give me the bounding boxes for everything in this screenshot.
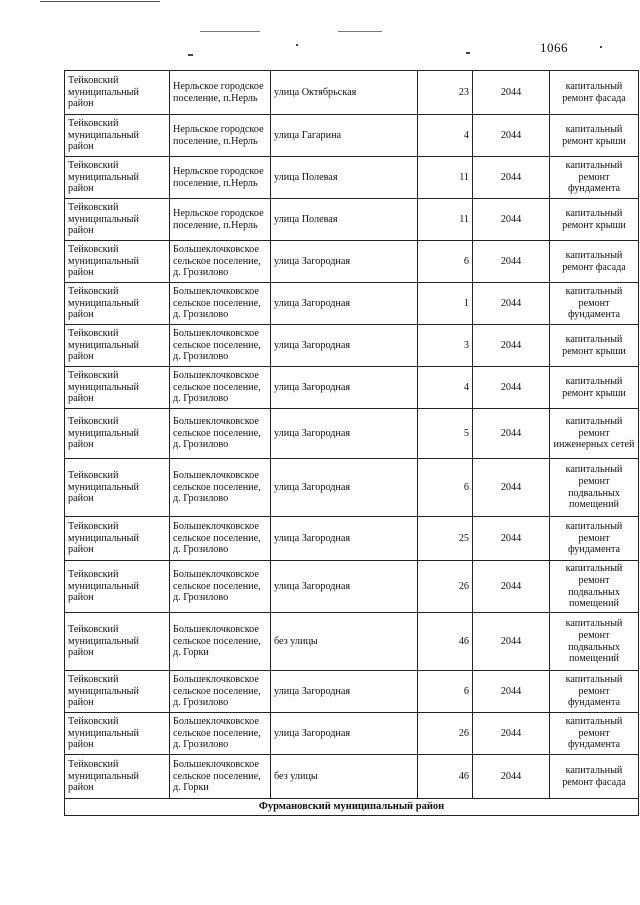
scan-speck	[188, 54, 193, 56]
cell-district: Тейковский муниципальный район	[65, 713, 170, 755]
cell-district: Тейковский муниципальный район	[65, 459, 170, 517]
cell-street: улица Загородная	[271, 283, 418, 325]
cell-street: улица Загородная	[271, 671, 418, 713]
cell-house-number: 23	[418, 71, 473, 115]
table-row	[65, 283, 639, 325]
cell-year: 2044	[473, 517, 550, 561]
table-row	[65, 199, 639, 241]
cell-work-type: капитальный ремонт инженерных сетей	[550, 409, 639, 459]
scan-speck	[296, 44, 298, 46]
scan-speck	[466, 52, 470, 54]
cell-house-number: 46	[418, 613, 473, 671]
cell-year: 2044	[473, 71, 550, 115]
cell-work-type: капитальный ремонт подвальных помещений	[550, 561, 639, 613]
cell-street: улица Загородная	[271, 517, 418, 561]
table-row	[65, 71, 639, 115]
table-row	[65, 115, 639, 157]
table-row	[65, 671, 639, 713]
cell-street: улица Полевая	[271, 199, 418, 241]
cell-settlement: Большеклочковское сельское поселение, д. Грозилово	[170, 325, 271, 367]
cell-house-number: 26	[418, 561, 473, 613]
section-title: Фурмановский муниципальный район	[65, 799, 639, 816]
cell-year: 2044	[473, 671, 550, 713]
cell-street: улица Загородная	[271, 367, 418, 409]
cell-house-number: 3	[418, 325, 473, 367]
cell-house-number: 11	[418, 199, 473, 241]
cell-settlement: Нерльское городское поселение, п.Нерль	[170, 199, 271, 241]
cell-year: 2044	[473, 199, 550, 241]
cell-district: Тейковский муниципальный район	[65, 755, 170, 799]
scan-artifact-line	[200, 31, 260, 32]
table-row	[65, 755, 639, 799]
cell-year: 2044	[473, 459, 550, 517]
cell-year: 2044	[473, 325, 550, 367]
table-row	[65, 157, 639, 199]
table-row	[65, 459, 639, 517]
cell-house-number: 5	[418, 409, 473, 459]
cell-house-number: 6	[418, 459, 473, 517]
cell-district: Тейковский муниципальный район	[65, 325, 170, 367]
cell-year: 2044	[473, 713, 550, 755]
table-row	[65, 325, 639, 367]
table-row	[65, 409, 639, 459]
cell-street: улица Загородная	[271, 325, 418, 367]
cell-year: 2044	[473, 561, 550, 613]
cell-settlement: Большеклочковское сельское поселение, д. Грозилово	[170, 459, 271, 517]
cell-year: 2044	[473, 755, 550, 799]
cell-work-type: капитальный ремонт фундамента	[550, 283, 639, 325]
table-row	[65, 517, 639, 561]
cell-house-number: 26	[418, 713, 473, 755]
cell-settlement: Большеклочковское сельское поселение, д. Горки	[170, 613, 271, 671]
cell-year: 2044	[473, 613, 550, 671]
cell-year: 2044	[473, 367, 550, 409]
cell-house-number: 25	[418, 517, 473, 561]
cell-district: Тейковский муниципальный район	[65, 561, 170, 613]
table-row	[65, 367, 639, 409]
cell-house-number: 1	[418, 283, 473, 325]
cell-work-type: капитальный ремонт крыши	[550, 199, 639, 241]
cell-street: улица Загородная	[271, 713, 418, 755]
cell-district: Тейковский муниципальный район	[65, 157, 170, 199]
cell-settlement: Нерльское городское поселение, п.Нерль	[170, 115, 271, 157]
cell-year: 2044	[473, 241, 550, 283]
cell-district: Тейковский муниципальный район	[65, 409, 170, 459]
section-header-row	[65, 799, 639, 816]
cell-street: улица Загородная	[271, 409, 418, 459]
cell-work-type: капитальный ремонт фасада	[550, 71, 639, 115]
cell-street: улица Загородная	[271, 459, 418, 517]
cell-district: Тейковский муниципальный район	[65, 367, 170, 409]
cell-district: Тейковский муниципальный район	[65, 517, 170, 561]
table-row	[65, 561, 639, 613]
cell-street: улица Октябрьская	[271, 71, 418, 115]
cell-work-type: капитальный ремонт фасада	[550, 241, 639, 283]
cell-work-type: капитальный ремонт подвальных помещений	[550, 459, 639, 517]
cell-settlement: Большеклочковское сельское поселение, д. Грозилово	[170, 561, 271, 613]
cell-district: Тейковский муниципальный район	[65, 115, 170, 157]
cell-work-type: капитальный ремонт крыши	[550, 367, 639, 409]
cell-street: улица Гагарина	[271, 115, 418, 157]
cell-district: Тейковский муниципальный район	[65, 283, 170, 325]
cell-year: 2044	[473, 283, 550, 325]
cell-house-number: 4	[418, 115, 473, 157]
cell-settlement: Большеклочковское сельское поселение, д. Грозилово	[170, 671, 271, 713]
cell-house-number: 6	[418, 241, 473, 283]
scan-speck	[600, 46, 602, 48]
cell-work-type: капитальный ремонт фундамента	[550, 713, 639, 755]
cell-district: Тейковский муниципальный район	[65, 71, 170, 115]
cell-year: 2044	[473, 157, 550, 199]
cell-settlement: Большеклочковское сельское поселение, д. Горки	[170, 755, 271, 799]
cell-settlement: Большеклочковское сельское поселение, д. Грозилово	[170, 241, 271, 283]
cell-district: Тейковский муниципальный район	[65, 199, 170, 241]
cell-district: Тейковский муниципальный район	[65, 241, 170, 283]
scan-artifact-line	[40, 1, 160, 2]
cell-work-type: капитальный ремонт фундамента	[550, 517, 639, 561]
cell-district: Тейковский муниципальный район	[65, 671, 170, 713]
cell-settlement: Большеклочковское сельское поселение, д. Грозилово	[170, 409, 271, 459]
cell-settlement: Нерльское городское поселение, п.Нерль	[170, 71, 271, 115]
cell-district: Тейковский муниципальный район	[65, 613, 170, 671]
cell-year: 2044	[473, 409, 550, 459]
cell-work-type: капитальный ремонт фасада	[550, 755, 639, 799]
table-row	[65, 241, 639, 283]
cell-settlement: Большеклочковское сельское поселение, д. Грозилово	[170, 713, 271, 755]
cell-house-number: 6	[418, 671, 473, 713]
table-row	[65, 713, 639, 755]
cell-house-number: 11	[418, 157, 473, 199]
cell-settlement: Нерльское городское поселение, п.Нерль	[170, 157, 271, 199]
cell-work-type: капитальный ремонт крыши	[550, 325, 639, 367]
cell-settlement: Большеклочковское сельское поселение, д. Грозилово	[170, 367, 271, 409]
cell-work-type: капитальный ремонт крыши	[550, 115, 639, 157]
cell-street: улица Загородная	[271, 241, 418, 283]
housing-repair-table	[64, 70, 639, 816]
table-row	[65, 613, 639, 671]
cell-settlement: Большеклочковское сельское поселение, д. Грозилово	[170, 517, 271, 561]
cell-settlement: Большеклочковское сельское поселение, д. Грозилово	[170, 283, 271, 325]
page-number: 1066	[540, 40, 568, 55]
scan-artifact-line	[338, 31, 382, 32]
cell-street: без улицы	[271, 755, 418, 799]
cell-work-type: капитальный ремонт фундамента	[550, 671, 639, 713]
cell-year: 2044	[473, 115, 550, 157]
cell-street: улица Загородная	[271, 561, 418, 613]
cell-street: без улицы	[271, 613, 418, 671]
cell-house-number: 4	[418, 367, 473, 409]
cell-work-type: капитальный ремонт подвальных помещений	[550, 613, 639, 671]
cell-street: улица Полевая	[271, 157, 418, 199]
cell-house-number: 46	[418, 755, 473, 799]
cell-work-type: капитальный ремонт фундамента	[550, 157, 639, 199]
